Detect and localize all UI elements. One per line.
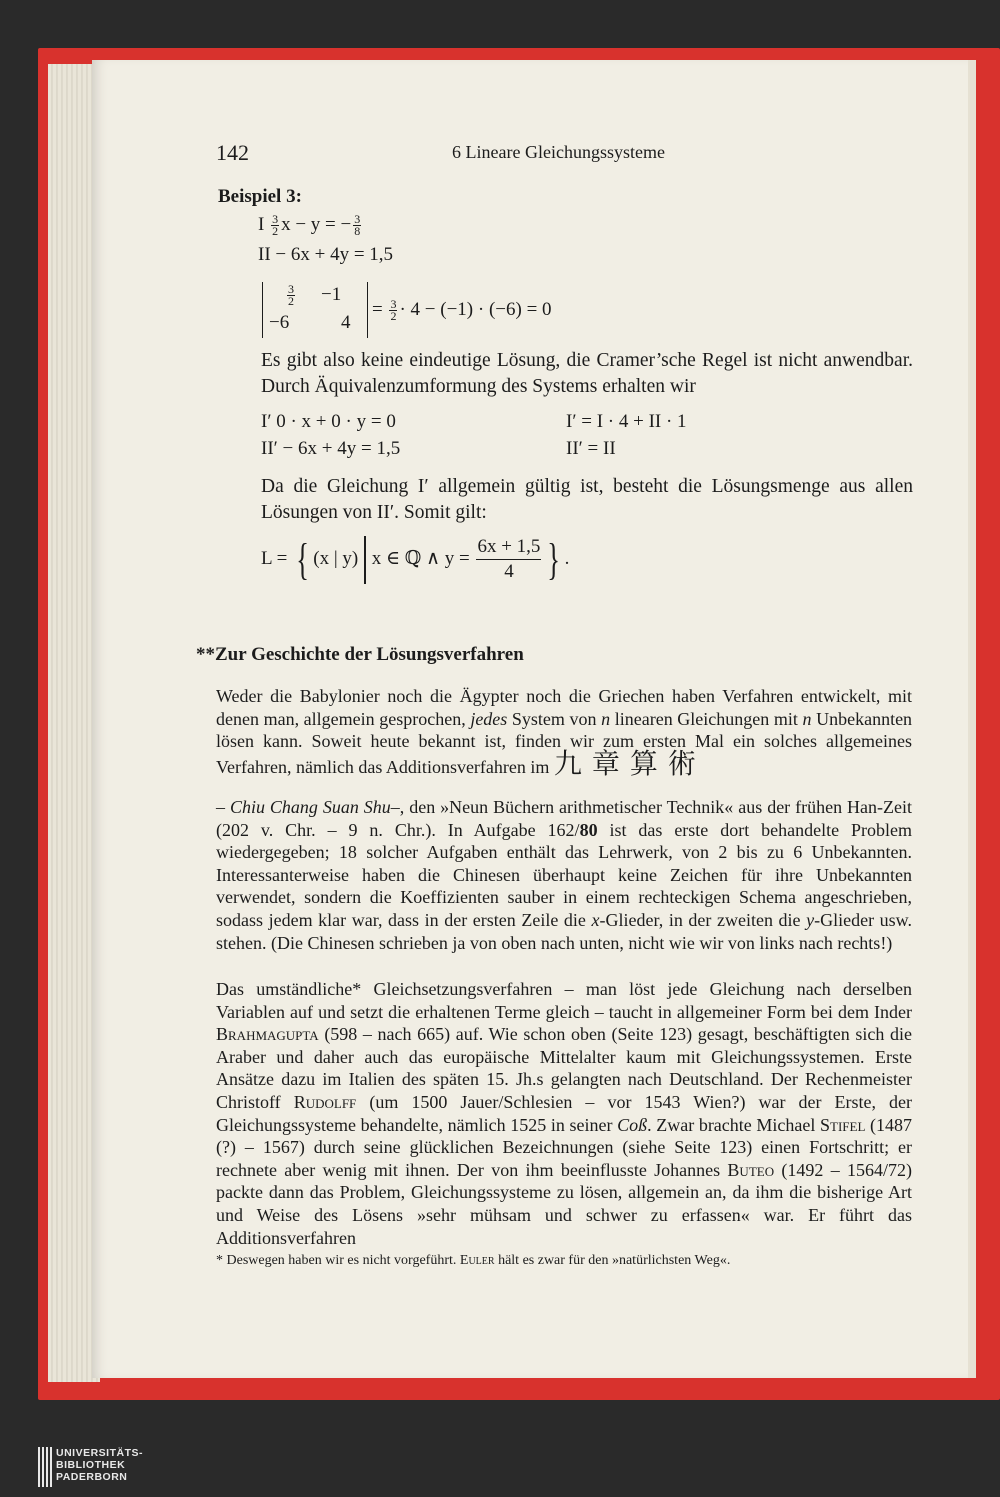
- eq1-rest: x − y = −: [281, 214, 352, 235]
- fraction-3-8: $\frac{3}{8}$: [354, 212, 361, 239]
- brace-right: }: [547, 535, 561, 584]
- example-title: Beispiel 3:: [218, 186, 302, 207]
- equation-1: [258, 214, 363, 237]
- sol-fraction: $\frac{6x + 1,5}{4}$: [477, 536, 541, 582]
- det-eq-sign: =: [372, 299, 383, 320]
- logo-line-2: BIBLIOTHEK: [56, 1459, 126, 1471]
- brace-left: {: [296, 535, 310, 584]
- chapter-title: 6 Lineare Gleichungssysteme: [452, 142, 665, 162]
- logo-line-1: UNIVERSITÄTS-: [56, 1447, 144, 1459]
- running-header: [216, 140, 916, 170]
- fraction-3-2: $\frac{3}{2}$: [272, 212, 279, 239]
- page-number: 142: [216, 140, 249, 165]
- chinese-title: 九章算術: [553, 746, 706, 780]
- logo-line-3: PADERBORN: [56, 1471, 128, 1483]
- sol-set: (x | y): [313, 547, 359, 569]
- library-logo: [38, 1447, 178, 1489]
- paragraph-history-1: Weder die Babylonier noch die Ägypter noch die Griechen haben Verfahren entwickelt, mit denen man, allgemein gesprochen, jedes System von n linearen Gleichungen mit n Unbekannten lösen kann. Soweit heute bekannt ist, finden wir zum ersten Mal ein solches allgemeines Verfahren, nämlich das Additionsverfahren im 九章算術: [216, 686, 913, 780]
- section-heading: **Zur Geschichte der Lösungsverfahren: [196, 644, 524, 665]
- sol-left: L =: [261, 547, 288, 569]
- sol-cond: x ∈ ℚ ∧ y =: [371, 547, 470, 569]
- determinant: [262, 282, 368, 338]
- logo-bars-icon: [38, 1447, 52, 1487]
- det-rhs: · 4 − (−1) · (−6) = 0: [399, 299, 552, 320]
- paragraph-history-2: – Chiu Chang Suan Shu–, den »Neun Büchern arithmetischer Technik« aus der frühen Han-Zeit (202 v. Chr. – 9 n. Chr.). In Aufgabe 162/80 ist das erste dort behandelte Problem wiedergegeben; 18 solcher Aufgaben enthält das Lehrwerk, von 2 bis zu 6 Unbekannten. Interessanterweise haben die Chinesen überhaupt keine Zeichen für ihre Unbekannten verwendet, sondern die Koeffizienten sauber in einem rechteckigen Schema angeschrieben, sodass jedem klar war, dass in der ersten Zeile die x-Glieder, in der zweiten die y-Glieder usw. stehen. (Die Chinesen schrieben ja von oben nach unten, nicht wie wir von links nach rechts!): [216, 797, 913, 953]
- equation-II-prime-op: II′ = II: [566, 438, 616, 459]
- equation-I-prime-op: I′ = I · 4 + II · 1: [566, 411, 687, 432]
- det-a22: 4: [341, 312, 351, 333]
- det-result: [372, 299, 552, 322]
- right-page-edge: [968, 60, 976, 1378]
- eq1-label: I: [258, 214, 265, 235]
- fraction-3-2b: $\frac{3}{2}$: [390, 297, 397, 324]
- paragraph-solution: Da die Gleichung I′ allgemein gültig ist, besteht die Lösungsmenge aus allen Lösungen von II′. Somit gilt:: [261, 476, 913, 523]
- sol-end: .: [564, 547, 570, 569]
- det-a11: $\frac{3}{2}$: [288, 282, 294, 308]
- solution-set: [261, 534, 569, 585]
- det-a21: −6: [269, 312, 290, 333]
- det-a12: −1: [321, 284, 342, 305]
- paragraph-history-3: Das umständliche* Gleichsetzungsverfahren – man löst jede Gleichung nach derselben Variablen auf und setzt die erhaltenen Terme gleich – taucht in allgemeiner Form bei dem Inder Brahmagupta (598 – nach 665) auf. Wie schon oben (Seite 123) gesagt, beschäftigten sich die Araber und daher auch das europäische Mittelalter kaum mit Gleichungssystemen. Erste Ansätze dazu im Italien des späten 15. Jh.s gelangten nach Deutschland. Der Rechenmeister Christoff Rudolff (um 1500 Jauer/Schlesien – vor 1543 Wien?) war der Erste, der Gleichungssysteme behandelte, nämlich 1525 in seiner Coß. Zwar brachte Michael Stifel (1487 (?) – 1567) durch seine glücklichen Bezeichnungen (siehe Seite 123) einen Fortschritt; er rechnete aber wenig mit ihnen. Der von ihm beeinflusste Johannes Buteo (1492 – 1564/72) packte dann das Problem, Gleichungssysteme zu lösen, allgemein an, da ihm die bisherige Art und Weise des Lösens »sehr mühsam und schwer zu erfassen« war. Er führt das Additionsverfahren: [216, 979, 913, 1248]
- equation-I-prime: I′ 0 · x + 0 · y = 0: [261, 411, 396, 432]
- set-bar: [364, 536, 366, 584]
- paragraph-cramer: Es gibt also keine eindeutige Lösung, die Cramer’sche Regel ist nicht anwendbar. Durch Äquivalenzumformung des Systems erhalten wir: [261, 350, 913, 397]
- equation-II-prime: II′ − 6x + 4y = 1,5: [261, 438, 401, 459]
- equation-2: II − 6x + 4y = 1,5: [258, 244, 394, 265]
- footnote: * Deswegen haben wir es nicht vorgeführt. Euler hält es zwar für den »natürlichsten Weg«.: [216, 1253, 731, 1268]
